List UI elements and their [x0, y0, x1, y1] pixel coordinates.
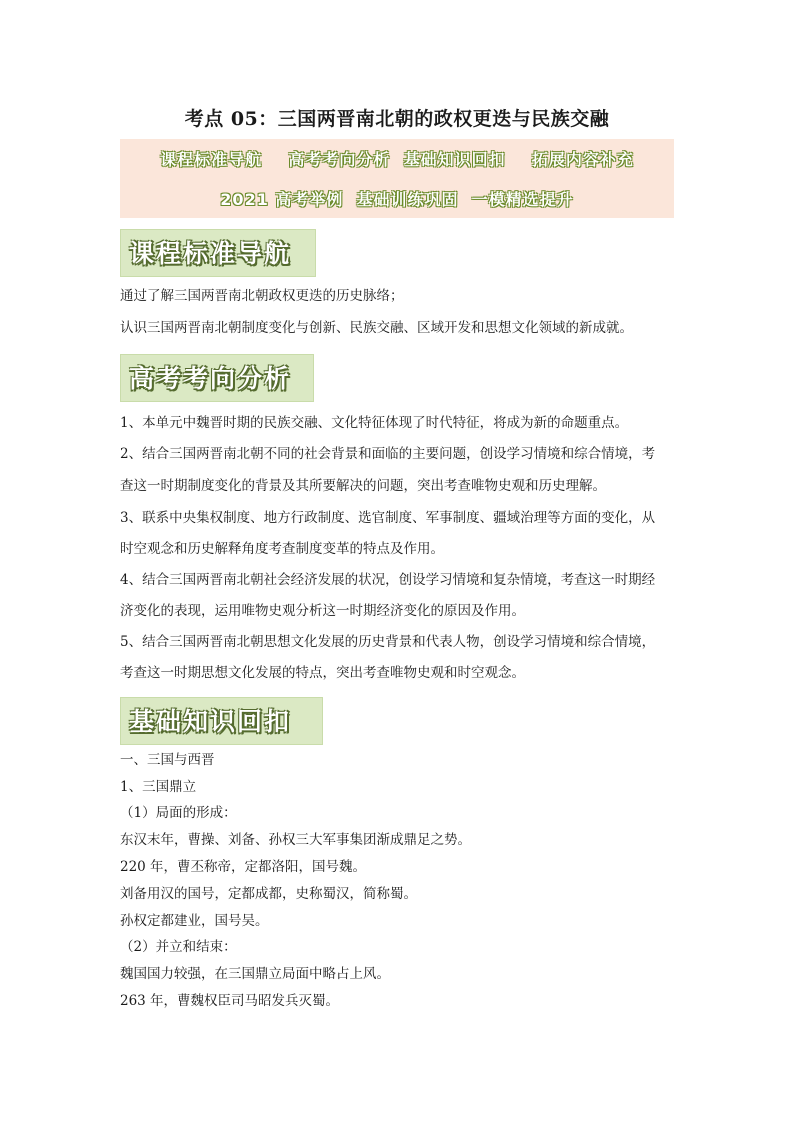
s3-line-3: （1）局面的形成： — [120, 805, 237, 821]
navigation-banner — [120, 139, 674, 218]
s2-line-7: 济变化的表现，运用唯物史观分析这一时期经济变化的原因及作用。 — [120, 603, 525, 619]
s3-line-8: （2）并立和结束： — [120, 939, 237, 955]
section-badge-knowledge-review: 基础知识回扣 — [120, 697, 323, 745]
s3-line-10: 263 年，曹魏权臣司马昭发兵灭蜀。 — [120, 993, 340, 1009]
s2-line-4: 3、联系中央集权制度、地方行政制度、选官制度、军事制度、疆域治理等方面的变化，从 — [120, 510, 656, 526]
s1-line-2: 认识三国两晋南北朝制度变化与创新、民族交融、区域开发和思想文化领域的新成就。 — [120, 320, 633, 336]
s2-line-3: 查这一时期制度变化的背景及其所要解决的问题，突出考查唯物史观和历史理解。 — [120, 478, 606, 494]
nav-row-2: 2021 高考举例 基础训练巩固 一模精选提升 — [220, 190, 574, 209]
s2-line-9: 考查这一时期思想文化发展的特点，突出考查唯物史观和时空观念。 — [120, 665, 525, 681]
s3-line-4: 东汉末年，曹操、刘备、孙权三大军事集团渐成鼎足之势。 — [120, 832, 471, 848]
s3-line-5: 220 年，曹丕称帝，定都洛阳，国号魏。 — [120, 859, 367, 875]
s3-line-7: 孙权定都建业，国号吴。 — [120, 913, 269, 929]
s3-line-9: 魏国国力较强，在三国鼎立局面中略占上风。 — [120, 966, 390, 982]
nav-row-1: 课程标准导航 高考考向分析 基础知识回扣 拓展内容补充 — [160, 150, 634, 169]
s2-line-5: 时空观念和历史解释角度考查制度变革的特点及作用。 — [120, 541, 444, 557]
section-badge-exam-analysis: 高考考向分析 — [120, 354, 314, 402]
s2-line-6: 4、结合三国两晋南北朝社会经济发展的状况，创设学习情境和复杂情境，考查这一时期经 — [120, 572, 656, 588]
s2-line-8: 5、结合三国两晋南北朝思想文化发展的历史背景和代表人物，创设学习情境和综合情境， — [120, 634, 656, 650]
s2-line-2: 2、结合三国两晋南北朝不同的社会背景和面临的主要问题，创设学习情境和综合情境，考 — [120, 446, 656, 462]
s1-line-1: 通过了解三国两晋南北朝政权更迭的历史脉络； — [120, 288, 404, 304]
s2-line-1: 1、本单元中魏晋时期的民族交融、文化特征体现了时代特征，将成为新的命题重点。 — [120, 415, 629, 431]
s3-line-1: 一、三国与西晋 — [120, 752, 215, 768]
s3-line-6: 刘备用汉的国号，定都成都，史称蜀汉，简称蜀。 — [120, 886, 417, 902]
s3-line-2: 1、三国鼎立 — [120, 779, 197, 795]
page-title: 考点 05：三国两晋南北朝的政权更迭与民族交融 — [184, 108, 610, 130]
section-badge-curriculum: 课程标准导航 — [120, 229, 316, 277]
